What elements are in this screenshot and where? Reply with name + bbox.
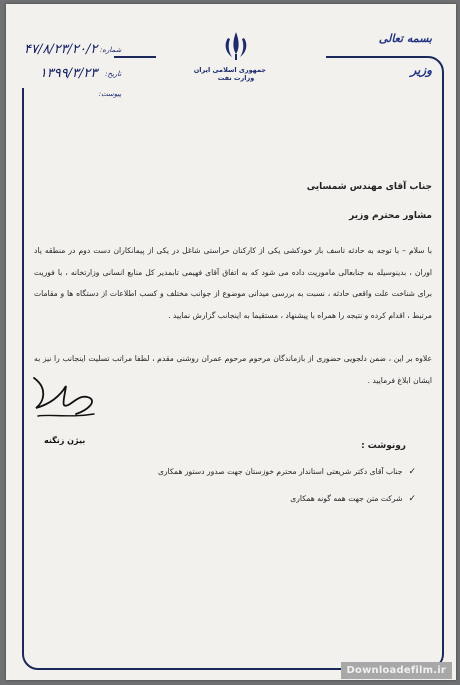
number-label: شماره: [99, 45, 122, 54]
attachment-row [20, 90, 121, 98]
date-value: ۱۳۹۹/۳/۲۳ [39, 66, 98, 81]
addressee-line: جناب آقای مهندس شمسایی [306, 182, 432, 192]
letter-page [6, 4, 456, 680]
date-label: تاریخ: [105, 69, 122, 78]
number-value: ۴۷/۸/۲۳/۲۰/۲ [24, 42, 98, 57]
letter-paragraph-1: با سلام – با توجه به حادثه تاسف بار خودکشی یکی از کارکنان حراستی شاغل در یکی از پیمانکاران دست دوم در منطقه یاد اوران ، بدینوسیله به جنابعالی ماموریت داده می شود که به اتفاق آقای فهیمی تابمدیر کل منابع انسانی وزارتخانه ، با فوریت برای شناخت علت واقعی حادثه ، نسبت به بررسی میدانی موضوع از جوانب مختلف و کسب اطلاعات از دستگاه ها و مقامات مرتبط ، اقدام کرده و نتیجه را همراه با پیشنهاد ، مستقیما به اینجانب گزارش نمایید . [34, 246, 432, 320]
letterhead-title [379, 32, 432, 77]
minister-title: وزیر [410, 63, 432, 77]
letter-meta [20, 42, 121, 107]
bismillah-text: بسمه تعالی [378, 32, 432, 45]
cc-item: ✓جناب آقای دکتر شریعتی استاندار محترم خوزستان جهت صدور دستور همکاری [157, 467, 416, 477]
attachment-label: پیوست: [98, 90, 122, 98]
letter-paragraph-2: علاوه بر این ، ضمن دلجویی حضوری از بازماندگان مرحوم مرحوم عمران روشنی مقدم ، لطفا مراتب تسلیت اینجانب را نیز به ایشان ابلاغ فرمایید . [34, 354, 432, 385]
site-watermark: Downloadefilm.ir [341, 662, 453, 679]
signature-icon [30, 374, 100, 436]
iran-emblem-block [193, 30, 266, 82]
date-row [20, 66, 121, 81]
iran-emblem-icon [219, 30, 253, 62]
number-row [20, 42, 121, 57]
arrow-icon: ✓ [408, 494, 416, 504]
ministry-name: وزارت نفت [217, 74, 255, 82]
cc-item: ✓شرکت متن جهت همه گونه همکاری [290, 494, 416, 504]
signer-name: بیژن زنگنه [44, 436, 86, 445]
advisor-title: مشاور محترم وزیر [349, 211, 432, 221]
arrow-icon: ✓ [408, 467, 416, 477]
cc-title: رونوشت : [361, 441, 406, 451]
country-name: جمهوری اسلامی ایران [193, 66, 266, 74]
